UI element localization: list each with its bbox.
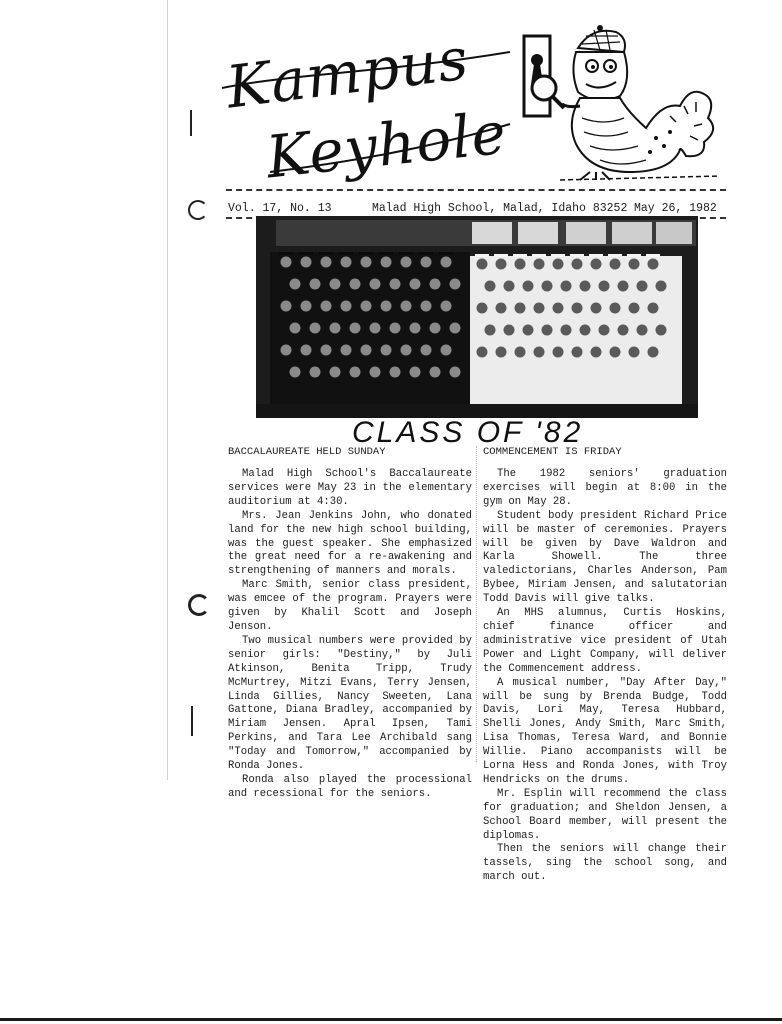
graduate-face (301, 345, 312, 356)
graduate-face (542, 281, 553, 292)
graduate-face (610, 259, 621, 270)
article-paragraph: Then the seniors will change their tassels, sing the school song, and march out. (483, 843, 727, 884)
graduate-cap (439, 252, 453, 255)
left-article-heading: BACCALAUREATE HELD SUNDAY (228, 446, 386, 458)
graduate-cap (475, 254, 489, 257)
graduate-face (561, 325, 572, 336)
graduate-face (542, 325, 553, 336)
graduate-face (477, 303, 488, 314)
right-article-body (483, 468, 727, 885)
graduate-cap (513, 254, 527, 257)
graduate-face (441, 257, 452, 268)
graduate-face (515, 303, 526, 314)
graduate-face (648, 259, 659, 270)
graduate-cap (570, 254, 584, 257)
graduate-face (553, 347, 564, 358)
article-paragraph: An MHS alumnus, Curtis Hoskins, chief finance officer and administrative vice president of Utah Power and Light Company, will deliver the Commencement address. (483, 607, 727, 675)
graduate-cap (419, 252, 433, 255)
graduate-face (553, 303, 564, 314)
graduate-face (656, 281, 667, 292)
graduate-face (390, 279, 401, 290)
page-edge (167, 0, 168, 780)
graduate-face (580, 325, 591, 336)
graduate-cap (299, 252, 313, 255)
graduate-cap (379, 252, 393, 255)
graduate-face (381, 345, 392, 356)
graduate-face (350, 279, 361, 290)
graduate-face (350, 367, 361, 378)
graduate-face (450, 323, 461, 334)
graduate-face (381, 257, 392, 268)
graduate-face (301, 301, 312, 312)
graduate-face (281, 345, 292, 356)
graduate-face (390, 323, 401, 334)
graduate-face (610, 303, 621, 314)
graduate-face (618, 281, 629, 292)
graduate-face (504, 281, 515, 292)
binder-mark-bottom (191, 706, 193, 736)
graduate-face (618, 325, 629, 336)
graduate-face (572, 259, 583, 270)
graduate-face (290, 279, 301, 290)
graduate-face (281, 301, 292, 312)
article-paragraph: Mrs. Jean Jenkins John, who donated land for the new high school building, was the guest speaker. She emphasized the great need for a re-awakening and strengthening of manners and morals. (228, 509, 472, 578)
graduate-face (401, 345, 412, 356)
graduate-face (553, 259, 564, 270)
graduate-face (599, 325, 610, 336)
graduate-face (421, 257, 432, 268)
school-address: Malad High School, Malad, Idaho 83252 (372, 202, 628, 215)
graduate-cap (399, 252, 413, 255)
binder-hole-lower (188, 594, 210, 616)
graduate-face (370, 367, 381, 378)
graduate-cap (627, 254, 641, 257)
graduate-cap (551, 254, 565, 257)
graduate-face (648, 347, 659, 358)
graduate-face (361, 257, 372, 268)
graduate-face (341, 257, 352, 268)
graduate-cap (359, 252, 373, 255)
article-paragraph: The 1982 seniors' graduation exercises will begin at 8:00 in the gym on May 28. (483, 468, 727, 508)
graduate-face (580, 281, 591, 292)
graduate-face (410, 279, 421, 290)
graduate-face (572, 347, 583, 358)
graduate-face (350, 323, 361, 334)
graduate-face (310, 367, 321, 378)
graduate-face (610, 347, 621, 358)
graduate-face (381, 301, 392, 312)
article-paragraph: Ronda also played the processional and recessional for the seniors. (228, 773, 472, 800)
dragon-with-magnifying-glass-icon (520, 22, 720, 182)
graduate-face (591, 347, 602, 358)
title-line-2: Keyhole (263, 98, 510, 192)
binder-hole-upper (188, 200, 208, 220)
graduate-face (629, 303, 640, 314)
graduate-face (430, 279, 441, 290)
graduate-face (321, 345, 332, 356)
graduate-face (534, 259, 545, 270)
graduate-face (421, 345, 432, 356)
left-article-body (228, 468, 472, 802)
graduate-face (450, 367, 461, 378)
graduate-face (496, 347, 507, 358)
graduate-face (290, 323, 301, 334)
photo-caption: CLASS OF '82 (352, 416, 584, 449)
graduate-face (321, 257, 332, 268)
graduate-cap (339, 252, 353, 255)
article-paragraph: Student body president Richard Price will be master of ceremonies. Prayers will be given by Dave Waldron and Karla Showell. The three valedictorians, Charles Anderson, Pam Bybee, Miriam Jensen, and salutatorian Todd Davis will give talks. (483, 509, 727, 606)
graduate-face (496, 303, 507, 314)
masthead (210, 22, 730, 192)
graduate-face (656, 325, 667, 336)
graduate-face (390, 367, 401, 378)
issue-date: May 26, 1982 (634, 202, 717, 215)
article-paragraph: Mr. Esplin will recommend the class for graduation; and Sheldon Jensen, a School Board member, will present the diplomas. (483, 787, 727, 842)
graduate-face (401, 301, 412, 312)
graduate-face (330, 367, 341, 378)
scan-bottom-edge (0, 1018, 782, 1021)
graduate-face (441, 345, 452, 356)
graduate-face (330, 279, 341, 290)
article-paragraph: Marc Smith, senior class president, was emcee of the program. Prayers were given by Khalil Scott and Joseph Jenson. (228, 579, 472, 633)
graduate-face (629, 259, 640, 270)
graduate-cap (532, 254, 546, 257)
graduate-face (572, 303, 583, 314)
graduate-face (523, 281, 534, 292)
graduate-face (534, 303, 545, 314)
graduate-face (591, 303, 602, 314)
graduate-face (450, 279, 461, 290)
graduate-face (637, 325, 648, 336)
article-paragraph: Malad High School's Baccalaureate services were May 23 in the elementary auditorium at 4:30. (228, 468, 472, 508)
graduate-face (370, 323, 381, 334)
graduate-face (321, 301, 332, 312)
class-photo-image (256, 216, 698, 418)
graduate-cap (494, 254, 508, 257)
graduate-face (477, 259, 488, 270)
graduate-face (330, 323, 341, 334)
binder-mark-top (190, 110, 192, 136)
column-divider (476, 446, 477, 762)
article-paragraph: A musical number, "Day After Day," will be sung by Brenda Budge, Todd Davis, Lori May, Teresa Hubbard, Shelli Jones, Andy Smith, Marc Smith, Lisa Thomas, Teresa Ward, and Bonnie Willie. Piano accompanists will be Lorna Hess and Ronda Jones, with Troy Hendricks on the drums. (483, 676, 727, 786)
graduate-face (430, 323, 441, 334)
class-photo (256, 216, 698, 418)
graduate-face (534, 347, 545, 358)
graduate-face (515, 347, 526, 358)
volume-number: Vol. 17, No. 13 (228, 202, 332, 215)
graduate-cap (319, 252, 333, 255)
graduate-face (281, 257, 292, 268)
graduate-face (421, 301, 432, 312)
graduate-cap (279, 252, 293, 255)
graduate-face (561, 281, 572, 292)
graduate-face (410, 323, 421, 334)
graduate-face (410, 367, 421, 378)
graduate-face (504, 325, 515, 336)
graduate-face (629, 347, 640, 358)
graduate-cap (646, 254, 660, 257)
graduate-face (430, 367, 441, 378)
masthead-rule-top (226, 189, 726, 191)
graduate-face (523, 325, 534, 336)
graduate-face (515, 259, 526, 270)
masthead-title (210, 22, 520, 192)
graduate-face (341, 301, 352, 312)
right-article-heading: COMMENCEMENT IS FRIDAY (483, 446, 622, 458)
graduate-face (361, 301, 372, 312)
graduate-face (441, 301, 452, 312)
graduate-face (485, 281, 496, 292)
graduate-face (477, 347, 488, 358)
graduate-face (310, 323, 321, 334)
graduate-face (599, 281, 610, 292)
graduate-face (301, 257, 312, 268)
article-paragraph: Two musical numbers were provided by senior girls: "Destiny," by Juli Atkinson, Benita Tripp, Trudy McMurtrey, Mitzi Evans, Terry Jensen, Linda Gillies, Nancy Sweeten, Lana Gattone, Diana Bradley, accompanied by Miriam Jensen. Apral Ipsen, Tami Perkins, and Tara Lee Archibald sang "Today and Tomorrow," accompanied by Ronda Jones. (228, 634, 472, 773)
graduate-face (637, 281, 648, 292)
graduate-cap (589, 254, 603, 257)
title-line-1: Kampus (222, 24, 473, 122)
graduate-face (485, 325, 496, 336)
graduate-face (290, 367, 301, 378)
graduate-cap (608, 254, 622, 257)
graduate-face (341, 345, 352, 356)
graduate-face (401, 257, 412, 268)
graduate-face (310, 279, 321, 290)
graduate-face (370, 279, 381, 290)
graduate-face (361, 345, 372, 356)
graduate-face (648, 303, 659, 314)
graduate-face (496, 259, 507, 270)
graduate-face (591, 259, 602, 270)
